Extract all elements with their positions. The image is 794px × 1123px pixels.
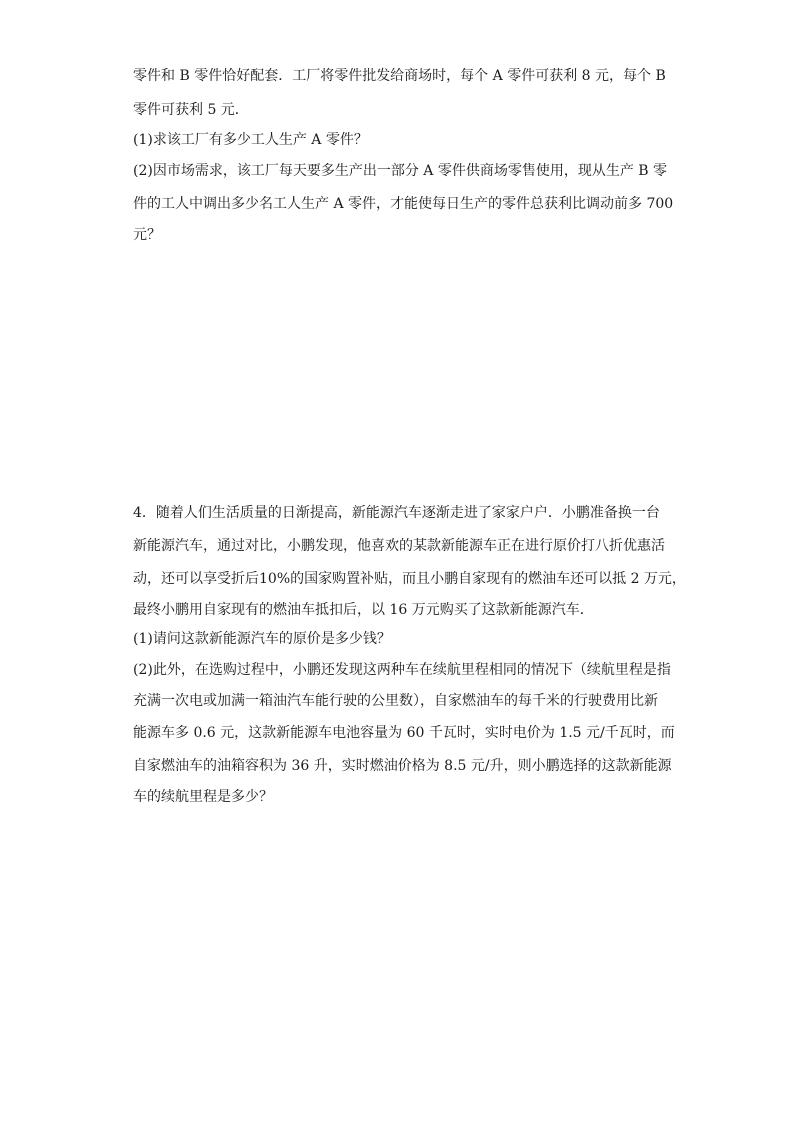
problem-4-line: 车的续航里程是多少？	[133, 789, 273, 805]
problem-4-stem-line: 4．随着人们生活质量的日渐提高，新能源汽车逐渐走进了家家户户．小鹏准备换一台	[133, 505, 660, 521]
problem-3-question-2: (2)因市场需求，该工厂每天要多生产出一部分 A 零件供商场零售使用，现从生产 B 零	[133, 163, 668, 179]
problem-4-stem-line: 最终小鹏用自家现有的燃油车抵扣后，以 16 万元购买了这款新能源汽车．	[133, 602, 594, 618]
problem-4-line: 能源车多 0.6 元，这款新能源车电池容量为 60 千瓦时，实时电价为 1.5 元/千瓦时，而	[133, 725, 675, 741]
problem-4-stem-line: 新能源汽车，通过对比，小鹏发现，他喜欢的某款新能源车正在进行原价打八折优惠活	[133, 538, 665, 554]
problem-3-line: 零件可获利 5 元．	[133, 102, 249, 118]
problem-4-question-2: (2)此外，在选购过程中，小鹏还发现这两种车在续航里程相同的情况下（续航里程是指	[133, 662, 671, 678]
problem-3-question-1: (1)求该工厂有多少工人生产 A 零件？	[133, 132, 368, 148]
problem-3-line: 元？	[133, 227, 161, 243]
problem-4-line: 自家燃油车的油箱容积为 36 升，实时燃油价格为 8.5 元/升，则小鹏选择的这款新能源	[133, 758, 672, 774]
problem-4-question-1: (1)请问这款新能源汽车的原价是多少钱？	[133, 631, 391, 647]
problem-4-stem-line: 动，还可以享受折后10%的国家购置补贴，而且小鹏自家现有的燃油车还可以抵 2 万元，	[133, 571, 686, 587]
problem-3-line: 件的工人中调出多少名工人生产 A 零件，才能使每日生产的零件总获利比调动前多 700	[133, 196, 674, 212]
problem-4-line: 充满一次电或加满一箱油汽车能行驶的公里数），自家燃油车的每千米的行驶费用比新	[133, 693, 658, 709]
problem-3-line: 零件和 B 零件恰好配套．工厂将零件批发给商场时，每个 A 零件可获利 8 元，每个 B	[133, 68, 666, 84]
